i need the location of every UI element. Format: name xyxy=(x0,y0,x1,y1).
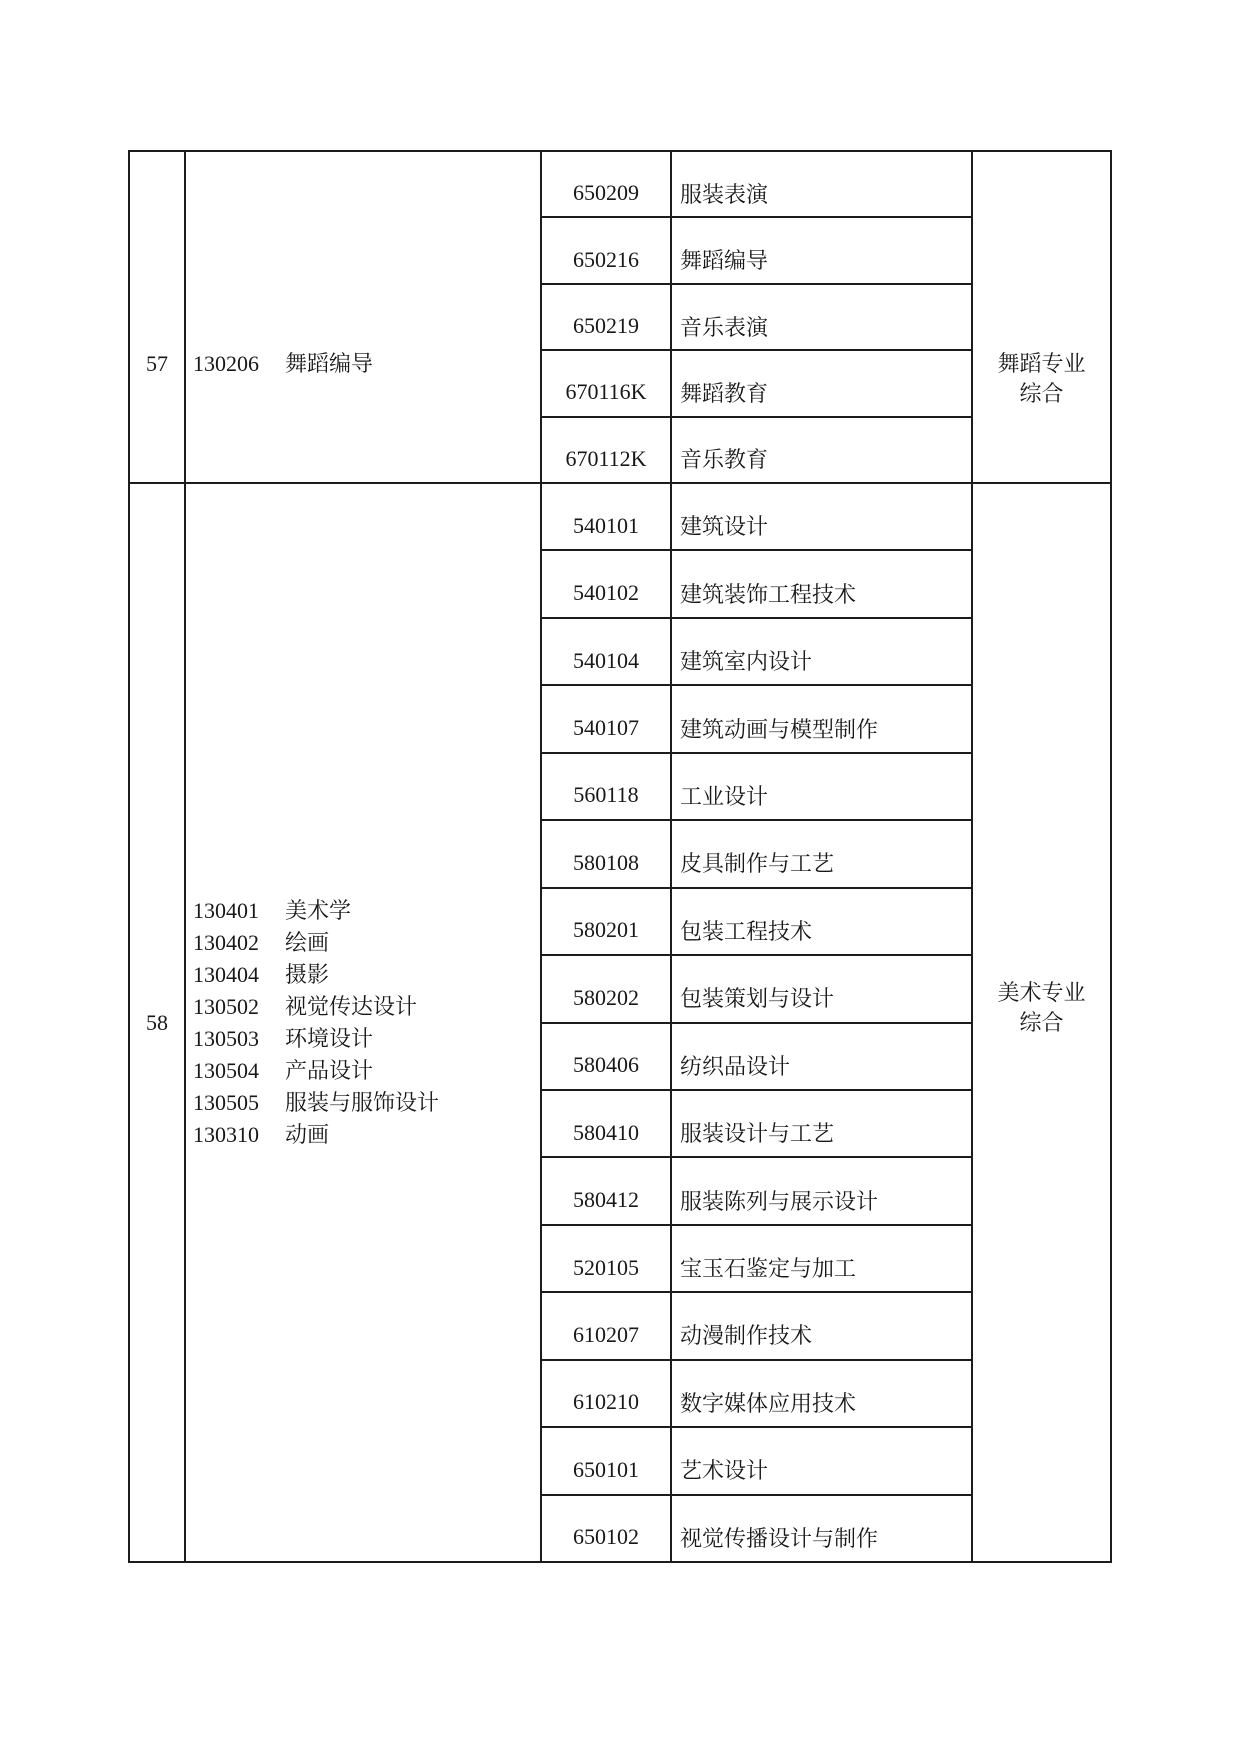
specialty-code-cell xyxy=(542,619,672,684)
specialty-name-cell xyxy=(672,956,973,1021)
specialty-name: 舞蹈教育 xyxy=(680,380,769,406)
specialty-row xyxy=(542,754,973,821)
undergrad-major-line xyxy=(193,349,540,379)
specialty-code: 580412 xyxy=(573,1187,639,1213)
undergrad-major-code: 130504 xyxy=(193,1057,259,1083)
specialty-code-cell xyxy=(542,821,672,886)
specialty-code-cell xyxy=(542,1226,672,1291)
exam-category-cell xyxy=(973,152,1110,482)
row-number: 57 xyxy=(146,351,168,376)
row-number-cell xyxy=(130,484,186,1561)
table-section-57 xyxy=(130,152,1110,484)
specialty-name-cell xyxy=(672,686,973,751)
specialty-code: 650216 xyxy=(573,246,639,272)
undergrad-major-name: 绘画 xyxy=(285,929,330,955)
specialty-row xyxy=(542,1496,973,1561)
specialty-code-cell xyxy=(542,551,672,616)
specialty-name-cell xyxy=(672,152,973,216)
specialty-name: 数字媒体应用技术 xyxy=(680,1390,857,1416)
specialty-name-cell xyxy=(672,351,973,415)
specialty-code: 580406 xyxy=(573,1052,639,1078)
specialty-name: 包装策划与设计 xyxy=(680,986,835,1012)
specialty-row xyxy=(542,1428,973,1495)
specialty-code-cell xyxy=(542,418,672,482)
specialty-name-cell xyxy=(672,218,973,282)
specialty-code-cell xyxy=(542,152,672,216)
specialty-code-cell xyxy=(542,218,672,282)
specialty-name-cell xyxy=(672,889,973,954)
specialty-code: 610207 xyxy=(573,1321,639,1347)
specialty-name-cell xyxy=(672,418,973,482)
specialty-name-cell xyxy=(672,551,973,616)
specialty-row xyxy=(542,1158,973,1225)
undergrad-major-line xyxy=(193,991,540,1023)
undergrad-major-line xyxy=(193,1055,540,1087)
undergrad-major-name: 视觉传达设计 xyxy=(285,993,418,1019)
specialty-name: 皮具制作与工艺 xyxy=(680,851,835,877)
specialty-name: 包装工程技术 xyxy=(680,918,813,944)
specialty-name-cell xyxy=(672,754,973,819)
specialty-name: 音乐表演 xyxy=(680,314,769,340)
specialty-name: 建筑动画与模型制作 xyxy=(680,716,879,742)
specialty-name: 服装表演 xyxy=(680,181,769,207)
specialty-row xyxy=(542,551,973,618)
specialty-code-cell xyxy=(542,285,672,349)
undergrad-major-name: 摄影 xyxy=(285,961,330,987)
specialty-rows xyxy=(542,484,973,1561)
specialty-row xyxy=(542,285,973,351)
specialty-name-cell xyxy=(672,619,973,684)
specialty-code: 610210 xyxy=(573,1389,639,1415)
specialty-name: 服装陈列与展示设计 xyxy=(680,1188,879,1214)
exam-category xyxy=(997,349,1085,409)
undergrad-major-line xyxy=(193,1087,540,1119)
specialty-code: 580410 xyxy=(573,1119,639,1145)
specialty-name-cell xyxy=(672,1091,973,1156)
exam-category-line: 综合 xyxy=(1019,1009,1064,1035)
specialty-code: 670112K xyxy=(565,445,647,471)
undergrad-major-name: 舞蹈编导 xyxy=(285,351,374,376)
specialty-name: 建筑设计 xyxy=(680,514,769,540)
specialty-row xyxy=(542,1024,973,1091)
specialty-code-cell xyxy=(542,351,672,415)
undergrad-major-line xyxy=(193,1023,540,1055)
specialty-row xyxy=(542,1226,973,1293)
undergrad-major-code: 130503 xyxy=(193,1025,259,1051)
undergrad-major-code: 130310 xyxy=(193,1121,259,1147)
specialty-name-cell xyxy=(672,285,973,349)
row-number-cell xyxy=(130,152,186,482)
specialty-code: 580202 xyxy=(573,984,639,1010)
specialty-code: 540102 xyxy=(573,580,639,606)
specialty-code: 650209 xyxy=(573,180,639,206)
specialty-name: 音乐教育 xyxy=(680,447,769,473)
specialty-code: 650102 xyxy=(573,1524,639,1550)
specialty-code-cell xyxy=(542,1361,672,1426)
specialty-name: 服装设计与工艺 xyxy=(680,1121,835,1147)
specialty-row xyxy=(542,1361,973,1428)
specialty-name: 纺织品设计 xyxy=(680,1053,791,1079)
undergrad-major-code: 130206 xyxy=(193,351,259,376)
undergrad-major-name: 美术学 xyxy=(285,897,352,923)
specialty-code: 580108 xyxy=(573,849,639,875)
undergrad-major-line xyxy=(193,927,540,959)
exam-category-cell xyxy=(973,484,1110,1561)
specialty-name-cell xyxy=(672,1158,973,1223)
specialty-code-cell xyxy=(542,1091,672,1156)
specialty-code-cell xyxy=(542,1428,672,1493)
exam-category xyxy=(997,978,1085,1038)
undergrad-major-name: 产品设计 xyxy=(285,1057,374,1083)
specialty-name: 舞蹈编导 xyxy=(680,248,769,274)
specialty-code-cell xyxy=(542,889,672,954)
undergrad-majors-cell xyxy=(186,152,542,482)
specialty-name: 艺术设计 xyxy=(680,1458,769,1484)
undergrad-major-code: 130502 xyxy=(193,993,259,1019)
specialty-code: 560118 xyxy=(573,782,639,808)
undergrad-major-code: 130402 xyxy=(193,929,259,955)
exam-category-line: 美术专业 xyxy=(997,979,1086,1005)
undergrad-major-code: 130404 xyxy=(193,961,259,987)
specialty-row xyxy=(542,619,973,686)
specialty-code: 650219 xyxy=(573,313,639,339)
specialty-row xyxy=(542,1091,973,1158)
exam-category-line: 综合 xyxy=(1019,381,1064,406)
specialty-row xyxy=(542,686,973,753)
specialty-row xyxy=(542,418,973,482)
specialty-code: 650101 xyxy=(573,1456,639,1482)
specialty-name-cell xyxy=(672,1226,973,1291)
specialty-row xyxy=(542,152,973,218)
specialty-code: 670116K xyxy=(565,379,647,405)
specialty-row xyxy=(542,351,973,417)
specialty-name-cell xyxy=(672,484,973,549)
specialty-code-cell xyxy=(542,956,672,1021)
specialty-row xyxy=(542,1293,973,1360)
specialty-row xyxy=(542,484,973,551)
specialty-name: 工业设计 xyxy=(680,783,769,809)
undergrad-major-line xyxy=(193,959,540,991)
specialty-rows xyxy=(542,152,973,482)
specialty-name-cell xyxy=(672,821,973,886)
table-section-58 xyxy=(130,484,1110,1561)
specialty-name: 建筑装饰工程技术 xyxy=(680,581,857,607)
specialty-row xyxy=(542,821,973,888)
specialty-name-cell xyxy=(672,1024,973,1089)
specialty-row xyxy=(542,218,973,284)
specialty-code: 580201 xyxy=(573,917,639,943)
undergrad-major-name: 动画 xyxy=(285,1121,330,1147)
specialty-code-cell xyxy=(542,686,672,751)
specialty-name: 视觉传播设计与制作 xyxy=(680,1525,879,1551)
undergrad-major-code: 130401 xyxy=(193,897,259,923)
specialty-code-cell xyxy=(542,1024,672,1089)
undergrad-major-name: 环境设计 xyxy=(285,1025,374,1051)
specialty-code-cell xyxy=(542,1293,672,1358)
specialty-name: 宝玉石鉴定与加工 xyxy=(680,1256,857,1282)
undergrad-major-line xyxy=(193,895,540,927)
exam-category-line: 舞蹈专业 xyxy=(997,351,1086,376)
specialty-code-cell xyxy=(542,1496,672,1561)
specialty-name-cell xyxy=(672,1361,973,1426)
specialty-name-cell xyxy=(672,1293,973,1358)
undergrad-major-name: 服装与服饰设计 xyxy=(285,1089,440,1115)
specialty-code: 540107 xyxy=(573,715,639,741)
specialty-name-cell xyxy=(672,1496,973,1561)
specialty-code-cell xyxy=(542,484,672,549)
specialty-code-cell xyxy=(542,1158,672,1223)
specialty-row xyxy=(542,956,973,1023)
specialty-name: 建筑室内设计 xyxy=(680,649,813,675)
undergrad-major-code: 130505 xyxy=(193,1089,259,1115)
undergrad-majors-cell xyxy=(186,484,542,1561)
specialty-name: 动漫制作技术 xyxy=(680,1323,813,1349)
majors-table xyxy=(128,150,1112,1563)
specialty-code: 520105 xyxy=(573,1254,639,1280)
specialty-code: 540101 xyxy=(573,512,639,538)
undergrad-major-line xyxy=(193,1119,540,1151)
specialty-name-cell xyxy=(672,1428,973,1493)
specialty-code: 540104 xyxy=(573,647,639,673)
row-number: 58 xyxy=(146,1009,168,1035)
specialty-row xyxy=(542,889,973,956)
specialty-code-cell xyxy=(542,754,672,819)
